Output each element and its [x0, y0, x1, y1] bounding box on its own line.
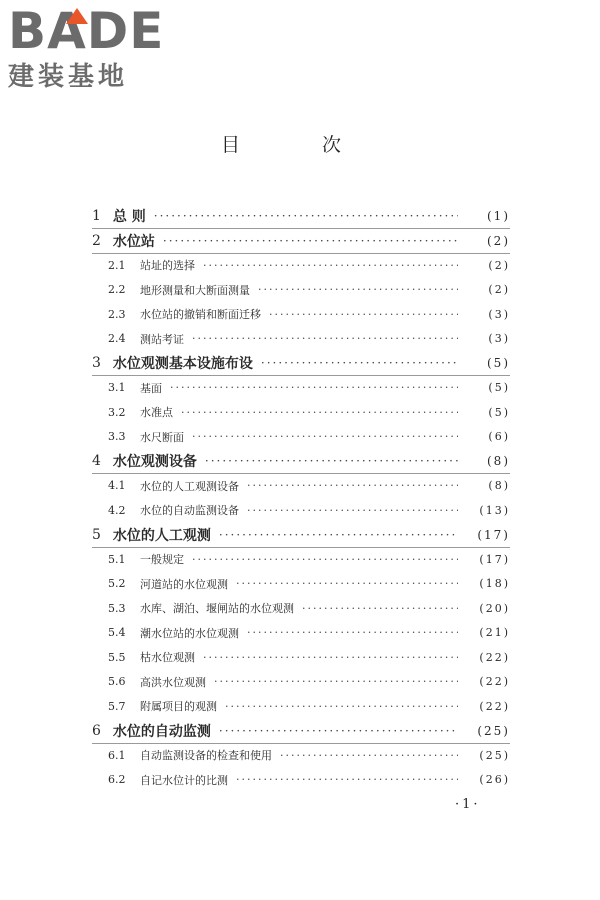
page-number: ·1· [455, 797, 481, 812]
toc-dot-leader [247, 479, 458, 492]
toc-entry-title: 水位的人工观测 [112, 527, 211, 544]
toc-dot-leader [170, 381, 458, 394]
toc-entry-number: 5.7 [108, 699, 126, 713]
toc-entry-title: 水位的自动监测设备 [140, 504, 239, 517]
toc-section-row [0, 671, 600, 693]
toc-dot-leader [302, 602, 458, 615]
toc-entry-title: 水位站的撤销和断面迁移 [140, 308, 261, 321]
toc-entry-title: 水库、湖泊、堰闸站的水位观测 [140, 602, 294, 615]
toc-entry-title: 水位观测基本设施布设 [112, 356, 253, 372]
toc-section-row [0, 254, 600, 276]
toc-entry-title: 自记水位计的比测 [140, 773, 228, 787]
toc-page-ref: (25) [479, 748, 510, 762]
toc-dot-leader [219, 724, 458, 738]
toc-dot-leader [261, 356, 458, 370]
toc-entry-title: 水位站 [112, 233, 155, 250]
toc-page-ref: (3) [488, 307, 510, 321]
toc-section-row [0, 499, 600, 521]
toc-entry-title: 枯水位观测 [140, 651, 195, 664]
toc-page-ref: (2) [488, 283, 510, 296]
toc-section-row [0, 475, 600, 497]
toc-section-row [0, 695, 600, 717]
logo-subtitle: 建装基地 [8, 62, 129, 92]
toc-entry-number: 2 [92, 232, 101, 249]
logo-brand-text: BADE [8, 2, 165, 60]
brand-logo [8, 2, 178, 92]
toc-dot-leader [203, 651, 458, 664]
toc-chapter-row [0, 720, 600, 742]
toc-page-ref: (8) [487, 454, 510, 468]
toc-dot-leader [154, 209, 458, 223]
toc-dot-leader [280, 749, 458, 762]
toc-page-ref: (6) [488, 430, 510, 443]
toc-entry-number: 6.2 [108, 773, 126, 786]
toc-entry-number: 2.2 [108, 283, 126, 296]
toc-entry-number: 3.1 [108, 381, 126, 394]
toc-section-row [0, 279, 600, 301]
toc-entry-title: 水位的人工观测设备 [140, 479, 239, 493]
toc-entry-title: 附属项目的观测 [140, 700, 217, 713]
toc-section-row [0, 744, 600, 766]
toc-entry-title: 测站考证 [140, 332, 184, 346]
toc-entry-number: 1 [92, 208, 101, 224]
toc-entry-number: 3.3 [108, 430, 126, 443]
toc-dot-leader [181, 406, 458, 419]
toc-entry-title: 总 则 [112, 209, 146, 225]
toc-page-ref: (1) [487, 209, 510, 223]
toc-page-ref: (26) [479, 773, 510, 786]
toc-entry-number: 4 [92, 453, 101, 469]
toc-section-row [0, 573, 600, 595]
toc-page-ref: (17) [479, 552, 510, 566]
toc-page-ref: (2) [487, 233, 510, 248]
toc-entry-title: 站址的选择 [140, 259, 195, 272]
toc-entry-title: 基面 [140, 381, 162, 395]
toc-dot-leader [219, 528, 458, 542]
toc-section-row [0, 622, 600, 644]
toc-page-ref: (17) [477, 527, 510, 542]
toc-section-row [0, 646, 600, 668]
toc-page-ref: (22) [479, 699, 510, 713]
toc-dot-leader [236, 577, 458, 590]
toc-page-ref: (18) [479, 577, 510, 590]
toc-page-ref: (5) [488, 405, 510, 419]
toc-dot-leader [192, 332, 458, 345]
toc-entry-number: 5.2 [108, 577, 126, 590]
toc-entry-number: 3.2 [108, 405, 126, 419]
toc-dot-leader [247, 504, 458, 517]
toc-entry-title: 水位观测设备 [112, 454, 197, 470]
toc-dot-leader [192, 553, 458, 566]
toc-entry-title: 河道站的水位观测 [140, 577, 228, 591]
toc-entry-number: 6.1 [108, 748, 126, 762]
toc-page-ref: (3) [488, 332, 510, 345]
toc-entry-number: 4.1 [108, 479, 126, 492]
toc-page-ref: (22) [479, 675, 510, 688]
toc-page-ref: (25) [477, 723, 510, 738]
toc-entry-number: 3 [92, 355, 101, 371]
toc-dot-leader [205, 454, 458, 468]
toc-dot-leader [236, 773, 458, 786]
toc-entry-number: 5.6 [108, 675, 126, 688]
toc-chapter-row [0, 230, 600, 252]
toc-section-row [0, 377, 600, 399]
toc-entry-title: 水尺断面 [140, 430, 184, 444]
toc-dot-leader [214, 675, 458, 688]
toc-entry-number: 5.4 [108, 626, 126, 639]
toc-entry-number: 2.1 [108, 258, 126, 272]
toc-dot-leader [225, 700, 458, 713]
toc-chapter-row [0, 524, 600, 546]
toc-entry-title: 地形测量和大断面测量 [140, 283, 250, 297]
toc-entry-number: 5 [92, 526, 101, 543]
logo-accent-triangle-icon [66, 8, 88, 24]
toc-entry-title: 一般规定 [140, 553, 184, 566]
toc-section-row [0, 303, 600, 325]
toc-dot-leader [163, 234, 458, 248]
toc-page-ref: (20) [479, 601, 510, 615]
toc-section-row [0, 769, 600, 791]
toc-dot-leader [203, 259, 458, 272]
toc-entry-title: 水准点 [140, 406, 173, 419]
toc-entry-title: 高洪水位观测 [140, 675, 206, 689]
toc-page-ref: (13) [479, 503, 510, 517]
toc-chapter-row [0, 352, 600, 374]
toc-entry-title: 水位的自动监测 [112, 723, 211, 740]
toc-dot-leader [269, 308, 458, 321]
toc-chapter-row [0, 450, 600, 472]
toc-section-row [0, 401, 600, 423]
toc-dot-leader [192, 430, 458, 443]
toc-section-row [0, 328, 600, 350]
toc-section-row [0, 597, 600, 619]
toc-page-ref: (5) [487, 356, 510, 370]
toc-entry-number: 2.4 [108, 332, 126, 345]
toc-page-ref: (22) [479, 650, 510, 664]
toc-entry-number: 5.3 [108, 601, 126, 615]
toc-section-row [0, 426, 600, 448]
toc-chapter-row [0, 205, 600, 227]
toc-entry-title: 潮水位站的水位观测 [140, 626, 239, 640]
toc-section-row [0, 548, 600, 570]
page-title: 目 次 [220, 134, 380, 156]
toc-entry-number: 4.2 [108, 503, 126, 517]
toc-entry-number: 5.5 [108, 650, 126, 664]
toc-page-ref: (21) [479, 626, 510, 639]
toc-page-ref: (2) [488, 258, 510, 272]
toc-entry-number: 6 [92, 722, 101, 739]
toc-page-ref: (5) [488, 381, 510, 394]
toc-entry-number: 5.1 [108, 552, 126, 566]
toc-dot-leader [247, 626, 458, 639]
toc-page-ref: (8) [488, 479, 510, 492]
toc-entry-number: 2.3 [108, 307, 126, 321]
toc-dot-leader [258, 283, 458, 296]
toc-entry-title: 自动监测设备的检查和使用 [140, 749, 272, 762]
